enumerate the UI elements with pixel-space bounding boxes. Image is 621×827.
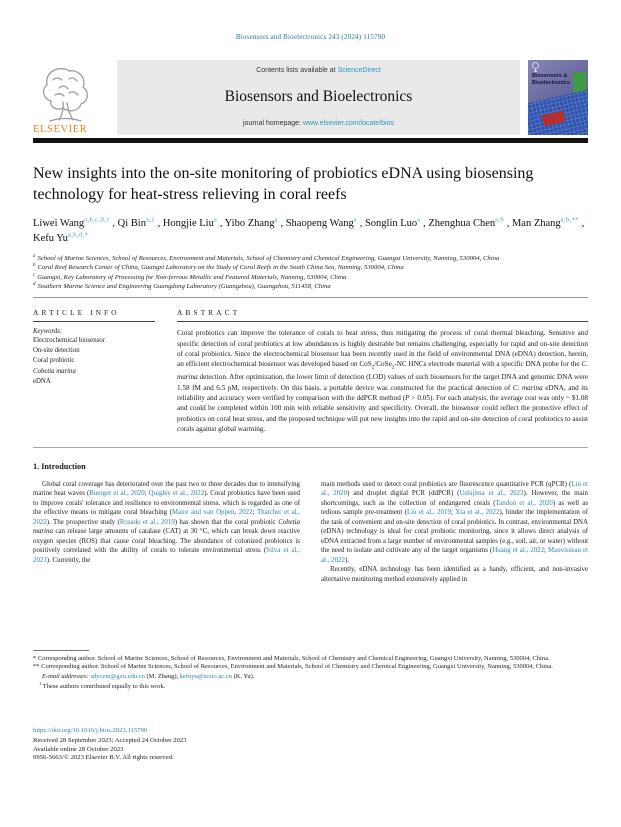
inline-link[interactable]: Ushijima et al., 2023	[459, 490, 524, 498]
homepage-prefix: journal homepage:	[243, 120, 303, 127]
intro-paragraph-right-2	[321, 565, 588, 584]
text-segment: C. marina	[512, 383, 543, 392]
intro-paragraph-left	[33, 480, 300, 566]
text-segment: P	[405, 394, 410, 402]
text-segment: 1	[39, 681, 42, 687]
journal-title: Biosensors and Bioelectronics	[224, 88, 413, 105]
text-segment: 2	[391, 365, 395, 371]
introduction-section	[33, 462, 588, 612]
elsevier-tree-icon	[39, 65, 91, 123]
affiliation-text: School of Marine Sciences, School of Resources, Environment and Materials, School of Chemistry and Chemical Engineering, Guangxi University, Nanning, 530004, China	[37, 255, 500, 263]
author	[360, 218, 421, 229]
author-name: Hongjie Liu	[162, 218, 214, 230]
author-name: Zhenghua Chen	[428, 218, 496, 230]
author	[507, 218, 579, 229]
inline-link[interactable]: sdyczm@gxu.edu.cn	[90, 672, 145, 680]
keyword: On-site detection	[33, 347, 80, 355]
author-affiliation-sup: a	[417, 216, 421, 224]
text-segment: ). The prospective study (	[46, 518, 120, 526]
header-rule	[33, 297, 588, 298]
cover-title-line1: Biosensors &	[532, 73, 568, 79]
elsevier-logo	[33, 60, 117, 135]
author-affiliation-sup: a,b,d,*	[67, 231, 89, 239]
available-online-line: Available online 28 October 2023	[33, 745, 124, 753]
body-column-left	[33, 480, 300, 585]
contents-prefix: Contents lists available at	[256, 67, 338, 74]
author-affiliation-sup: a	[213, 216, 218, 224]
text-segment: ) and droplet digital PCR (ddPCR) (	[347, 490, 460, 498]
inline-link[interactable]: Thatcher et al., 2022	[33, 509, 300, 526]
affiliation-sup: b	[33, 263, 36, 269]
author-name: Songlin Luo	[364, 218, 418, 230]
cover-biochip-image	[528, 90, 588, 135]
author	[220, 218, 278, 229]
author-name: Shaopeng Wang	[285, 218, 354, 230]
author-affiliation-sup: a,b	[495, 216, 505, 224]
inline-link[interactable]: Tandon et al., 2020	[495, 499, 553, 507]
author	[158, 218, 218, 229]
keyword: eDNA	[33, 377, 51, 385]
article-info-rule	[33, 321, 155, 322]
sciencedirect-link[interactable]: ScienceDirect	[337, 67, 381, 74]
masthead	[33, 60, 588, 135]
text-segment: ), hinder the implementation of the task of convenient and on-site detection of coral probiotics. In contrast, environmental DNA (eDNA) technology is ideal for coral probiotic monitoring, since it allows direct analysis of eDNA extracted from a large number of environmental samples (e.g., soil, air, or water) without the need to isolate and cultivate any of the target organisms (	[321, 509, 588, 555]
footnotes-block	[33, 650, 588, 692]
inline-link[interactable]: Quigley et al., 2022	[148, 490, 205, 498]
inline-link[interactable]: Xia et al., 2022	[455, 509, 500, 517]
inline-link[interactable]: kefuyu@scsio.ac.cn	[179, 672, 232, 680]
journal-homepage-link[interactable]: www.elsevier.com/locate/bios	[302, 120, 394, 127]
affiliation-text: Guangxi, Key Laboratory of Processing for Non-ferrous Metallic and Featured Materials, Nanning, 530004, China	[37, 273, 347, 281]
introduction-heading: 1. Introduction	[33, 461, 86, 471]
masthead-center	[117, 60, 520, 135]
author	[423, 218, 504, 229]
abstract-rule	[177, 321, 588, 322]
author-affiliation-sup: a	[353, 216, 358, 224]
keyword: Coral probiotic	[33, 357, 75, 365]
info-abstract-section	[33, 308, 588, 435]
cover-title	[532, 73, 570, 86]
text-segment: ;	[144, 490, 149, 498]
inline-link[interactable]: Huang et al., 2022	[492, 547, 545, 555]
email-addresses-line	[33, 673, 588, 681]
affiliation-text: Southern Marine Science and Engineering Guangdong Laboratory (Guangzhou), Guangzhou, 511458, China	[37, 283, 331, 291]
corresponding-author-footnote-2: ** Corresponding author. School of Marine Sciences, School of Resources, Environment and Materials, School of Chemistry and Chemical Engineering, Guangxi University, Nanning, 530004, China.	[33, 663, 553, 671]
keywords-label: Keywords:	[33, 328, 63, 336]
cover-biochip-red-region	[542, 111, 566, 127]
author-list	[33, 217, 588, 246]
equal-contribution-footnote	[33, 681, 588, 692]
affiliation-sup: d	[33, 281, 36, 287]
text-segment: eDNA, and its reliability and accuracy were verified by comparison with the ddPCR method (	[177, 383, 589, 402]
homepage-line	[243, 120, 394, 127]
section-divider	[33, 447, 588, 448]
text-segment: C. marina	[177, 360, 588, 382]
author-name: Man Zhang	[511, 218, 561, 230]
elsevier-wordmark: ELSEVIER	[33, 124, 88, 135]
author-name: Liwei Wang	[33, 218, 85, 230]
text-segment: ;	[450, 509, 456, 517]
text-segment: (K. Yu).	[231, 672, 255, 680]
text-segment: ) has shown that the coral probiotic	[174, 518, 279, 526]
author-name: Kefu Yu	[33, 232, 68, 244]
running-head-citation: Biosensors and Bioelectronics 243 (2024) 115790	[235, 33, 386, 41]
inline-link[interactable]: Rosado et al., 2019	[119, 518, 175, 526]
affiliation	[33, 263, 588, 272]
text-segment: ).	[344, 556, 349, 564]
text-segment: Coral probiotics can improve the tolerance of corals to heat stress, thus mitigating the process of coral thermal bleaching. Sensitive and specific detection of coral probiotics at low abundances is highly desirable but remains challenging, especially for rapid and on-site detection of coral probiotics. Since the electrochemical biosensor has been recently used in the field of environmental DNA (eDNA) detection, herein, an efficient electrochemical biosensor was developed based on CoS	[177, 329, 588, 369]
contents-line	[256, 67, 381, 74]
author-affiliation-sup: a,b,c,d,1	[84, 216, 110, 224]
text-segment: ). Coral probiotics have been used to improve corals' tolerance and resilience to environmental stress, which is regarded as one of the effective means to mitigate coral bleaching (	[33, 490, 300, 517]
article-info-column	[33, 308, 155, 435]
text-segment: These authors contributed equally to this work.	[41, 683, 166, 691]
journal-cover-thumbnail	[528, 60, 588, 135]
author-name: Yibo Zhang	[224, 218, 275, 230]
text-segment: > 0.05). For each analysis, the average cost was only ~ $1.08 and could be completed within 100 min with reliable sensitivity and specificity. Overall, the biosensor could reflect the protective effect of probiotics on coral heat stress, and the proposed technique will put new insights into the rapid and on-site detection of coral probiotics to assist corals against global warming.	[177, 394, 589, 434]
text-segment: ). Currently, the	[46, 556, 91, 564]
copyright-line: 0956-5663/© 2023 Elsevier B.V. All rights reserved.	[33, 754, 174, 762]
text-segment: E-mail addresses:	[42, 672, 91, 680]
inline-link[interactable]: Silva et al., 2021	[33, 547, 300, 564]
cover-tree-icon	[531, 62, 540, 72]
inline-link[interactable]: Maire and van Oppen, 2022	[171, 509, 253, 517]
abstract-text	[177, 328, 588, 435]
text-segment: (M. Zhang),	[144, 672, 180, 680]
author-affiliation-sup: a	[274, 216, 278, 224]
author	[280, 218, 357, 229]
article-footer	[33, 727, 187, 763]
cover-title-line2: Bioelectronics	[532, 79, 570, 86]
author-name: Qi Bin	[117, 218, 146, 230]
text-segment: Global coral coverage has deteriorated over the past two to three decades due to intensifying marine heat waves (	[33, 480, 300, 498]
article-info-heading: ARTICLE INFO	[33, 308, 120, 318]
keyword: Cobetia marina	[33, 367, 76, 375]
affiliation	[33, 254, 588, 263]
text-segment: 2	[371, 365, 375, 371]
body-columns	[33, 480, 588, 585]
text-segment: main methods used to detect coral probiotics are fluorescence quantitative PCR (qPCR) (	[321, 480, 572, 488]
text-segment: ). However, the main shortcomings, such as the collection of endangered corals (	[321, 490, 588, 507]
text-segment: can release large amounts of catalase (CAT) at 30 °C, which can break down reactive oxygen species (ROS) that cause coral bleaching. The abundance of colonized probiotics is positively correlated with the ability of corals to tolerate environmental stress (	[33, 528, 300, 555]
text-segment: Recently, eDNA technology has been identified as a handy, efficient, and non-invasive alternative monitoring method extensively applied in	[321, 566, 588, 583]
author-affiliation-sup: a,b,**	[560, 216, 579, 224]
keyword: Electrochemical biosensor	[33, 337, 105, 345]
text-segment: ;	[252, 509, 257, 517]
text-segment: detection. After optimization, the lower limit of detection (LOD) values of such biosensors for the target DNA and genomic DNA were 1.58 fM and 6.5 pM, respectively. On this basis, a portable device was constructed for the practical detection of	[177, 373, 588, 392]
text-segment: /CoSe	[374, 360, 392, 369]
footnote-rule	[33, 650, 89, 651]
inline-link[interactable]: Liu et al., 2020	[321, 480, 588, 498]
text-segment: Cobetia marina	[33, 518, 301, 536]
doi-link[interactable]: https://doi.org/10.1016/j.bios.2023.115790	[33, 727, 148, 734]
text-segment: ) as well as tedious sample pre-treatment (	[321, 499, 588, 517]
affiliation	[33, 282, 588, 291]
text-segment: ;	[544, 547, 549, 555]
masthead-divider-bar	[33, 138, 588, 143]
author-affiliation-sup: a,1	[145, 216, 155, 224]
author	[33, 218, 110, 229]
intro-paragraph-right-1	[321, 480, 588, 566]
affiliation	[33, 273, 588, 282]
abstract-column	[177, 308, 588, 435]
author	[112, 218, 155, 229]
abstract-heading: ABSTRACT	[177, 308, 241, 318]
article-title: New insights into the on-site monitoring of probiotics eDNA using biosensing technology for heat-stress relieving in coral reefs	[33, 165, 534, 203]
inline-link[interactable]: Mauvisseau et al., 2022	[321, 547, 588, 564]
corresponding-author-footnote-1: * Corresponding author. School of Marine Sciences, School of Resources, Environment and Materials, School of Chemistry and Chemical Engineering, Guangxi University, Nanning, 530004, China.	[33, 655, 550, 662]
body-column-right	[321, 480, 588, 585]
inline-link[interactable]: Buerger et al., 2020	[89, 490, 145, 498]
affiliation-list	[33, 254, 588, 291]
keyword-list	[33, 336, 155, 387]
inline-link[interactable]: Liu et al., 2019	[406, 509, 451, 517]
affiliation-sup: c	[33, 272, 36, 278]
affiliation-sup: a	[33, 253, 36, 259]
text-segment: -NC HNCs electrode material with a specific DNA probe for the	[394, 360, 582, 369]
affiliation-text: Coral Reef Research Center of China, Guangxi Laboratory on the Study of Coral Reefs in the South China Sea, Nanning, 530004, China	[37, 264, 404, 272]
received-accepted-line: Received 28 September 2023; Accepted 24 October 2023	[33, 737, 187, 745]
